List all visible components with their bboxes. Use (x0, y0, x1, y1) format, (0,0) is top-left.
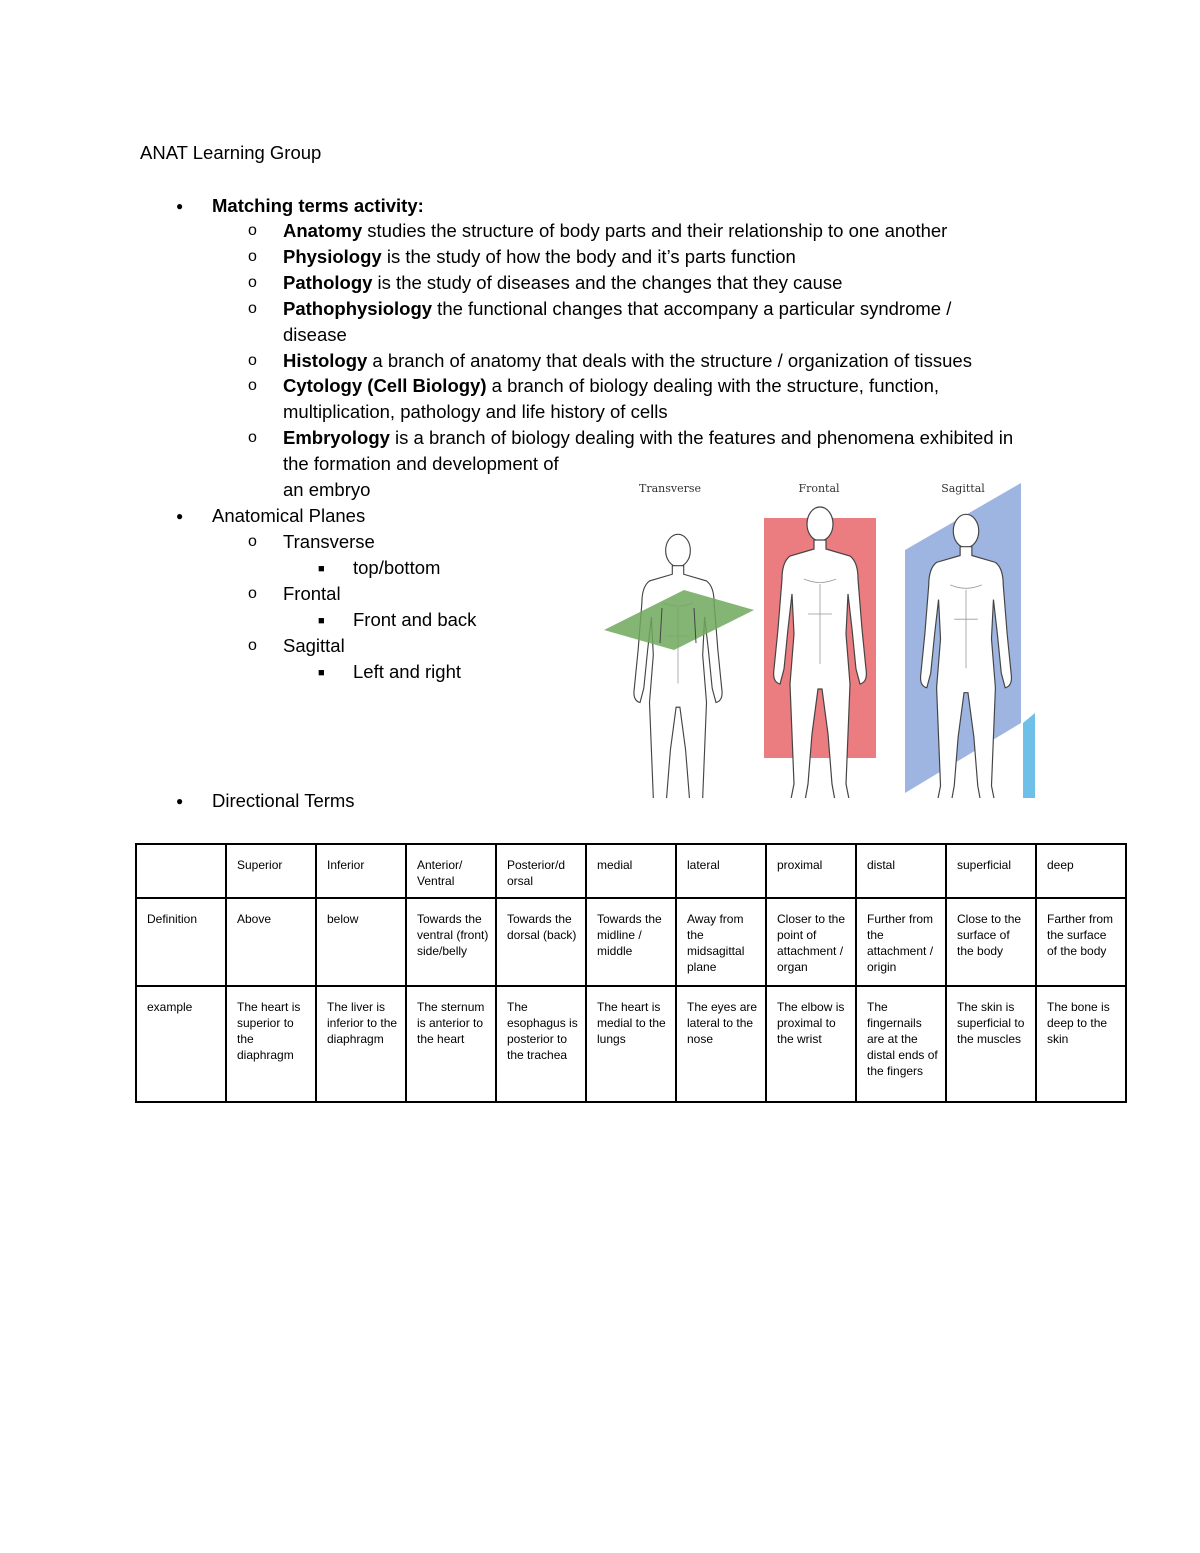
table-cell: Farther from the surface of the body (1036, 898, 1126, 986)
bullet-circle (248, 581, 257, 607)
table-cell: Away from the midsagittal plane (676, 898, 766, 986)
anatomical-planes-figure (598, 468, 1035, 798)
bullet-square (318, 555, 325, 582)
table-cell: Closer to the point of attachment / organ (766, 898, 856, 986)
table-cell: example (136, 986, 226, 1102)
matching-item-embryology: Embryology is a branch of biology dealing with the features and phenomena exhibited in (283, 427, 1014, 448)
table-cell: The esophagus is posterior to the trachea (496, 986, 586, 1102)
bullet-circle (248, 529, 257, 555)
plane-transverse-desc: top/bottom (353, 557, 441, 578)
matching-item-pathology: Pathology is the study of diseases and the changes that they cause (283, 272, 843, 293)
table-cell: Definition (136, 898, 226, 986)
bullet-disc (176, 503, 183, 529)
table-cell: Anterior/ Ventral (406, 844, 496, 898)
plane-frontal: Frontal (283, 583, 341, 604)
plane-transverse: Transverse (283, 531, 375, 552)
table-cell: distal (856, 844, 946, 898)
table-row-definition (136, 898, 1126, 986)
matching-item-pathophysiology: Pathophysiology the functional changes that accompany a particular syndrome / (283, 298, 952, 319)
transverse-plane (604, 590, 754, 650)
table-cell: Above (226, 898, 316, 986)
bullet-circle (248, 296, 257, 322)
matching-item-cytology: Cytology (Cell Biology) a branch of biology dealing with the structure, function, (283, 375, 939, 396)
table-cell: The eyes are lateral to the nose (676, 986, 766, 1102)
directional-terms-table (135, 843, 1127, 1103)
table-cell: The fingernails are at the distal ends of the fingers (856, 986, 946, 1102)
table-cell: The elbow is proximal to the wrist (766, 986, 856, 1102)
table-cell: Posterior/d orsal (496, 844, 586, 898)
matching-item-cytology-cont: multiplication, pathology and life history of cells (283, 401, 668, 422)
table-cell: Towards the dorsal (back) (496, 898, 586, 986)
table-cell: Towards the midline / middle (586, 898, 676, 986)
table-cell: The liver is inferior to the diaphragm (316, 986, 406, 1102)
figure-label-transverse: Transverse (638, 482, 702, 495)
bullet-circle (248, 244, 257, 270)
planes-heading: Anatomical Planes (212, 505, 366, 526)
bullet-circle (248, 218, 257, 244)
figure-label-frontal: Frontal (798, 482, 840, 495)
bullet-disc (176, 788, 183, 814)
plane-frontal-desc: Front and back (353, 609, 477, 630)
matching-item-anatomy: Anatomy studies the structure of body parts and their relationship to one another (283, 220, 948, 241)
plane-sagittal-desc: Left and right (353, 661, 461, 682)
bullet-circle (248, 348, 257, 374)
bullet-circle (248, 373, 257, 399)
table-cell: medial (586, 844, 676, 898)
bullet-square (318, 659, 325, 686)
table-cell: The skin is superficial to the muscles (946, 986, 1036, 1102)
bullet-circle (248, 425, 257, 451)
table-cell: Superior (226, 844, 316, 898)
bullet-disc (176, 193, 183, 219)
bullet-circle (248, 633, 257, 659)
figure-corner-decoration (1023, 713, 1035, 798)
table-cell: lateral (676, 844, 766, 898)
table-cell: deep (1036, 844, 1126, 898)
matching-heading: Matching terms activity: (212, 195, 424, 216)
plane-sagittal: Sagittal (283, 635, 345, 656)
table-cell (136, 844, 226, 898)
matching-item-physiology: Physiology is the study of how the body and it’s parts function (283, 246, 796, 267)
matching-item-embryology-cont2: an embryo (283, 479, 371, 500)
table-cell: proximal (766, 844, 856, 898)
matching-item-pathophysiology-cont: disease (283, 324, 347, 345)
directional-heading: Directional Terms (212, 790, 355, 811)
table-cell: Inferior (316, 844, 406, 898)
table-cell: Further from the attachment / origin (856, 898, 946, 986)
table-cell: below (316, 898, 406, 986)
table-cell: superficial (946, 844, 1036, 898)
table-row-header (136, 844, 1126, 898)
bullet-square (318, 607, 325, 634)
table-cell: The sternum is anterior to the heart (406, 986, 496, 1102)
table-cell: Close to the surface of the body (946, 898, 1036, 986)
figure-label-sagittal: Sagittal (941, 482, 985, 495)
matching-item-histology: Histology a branch of anatomy that deals with the structure / organization of tissues (283, 350, 972, 371)
table-cell: The heart is superior to the diaphragm (226, 986, 316, 1102)
table-row-example (136, 986, 1126, 1102)
transverse-body (634, 534, 722, 798)
page-title: ANAT Learning Group (140, 142, 322, 163)
table-cell: Towards the ventral (front) side/belly (406, 898, 496, 986)
table-cell: The heart is medial to the lungs (586, 986, 676, 1102)
bullet-circle (248, 270, 257, 296)
table-cell: The bone is deep to the skin (1036, 986, 1126, 1102)
matching-item-embryology-cont: the formation and development of (283, 453, 559, 474)
